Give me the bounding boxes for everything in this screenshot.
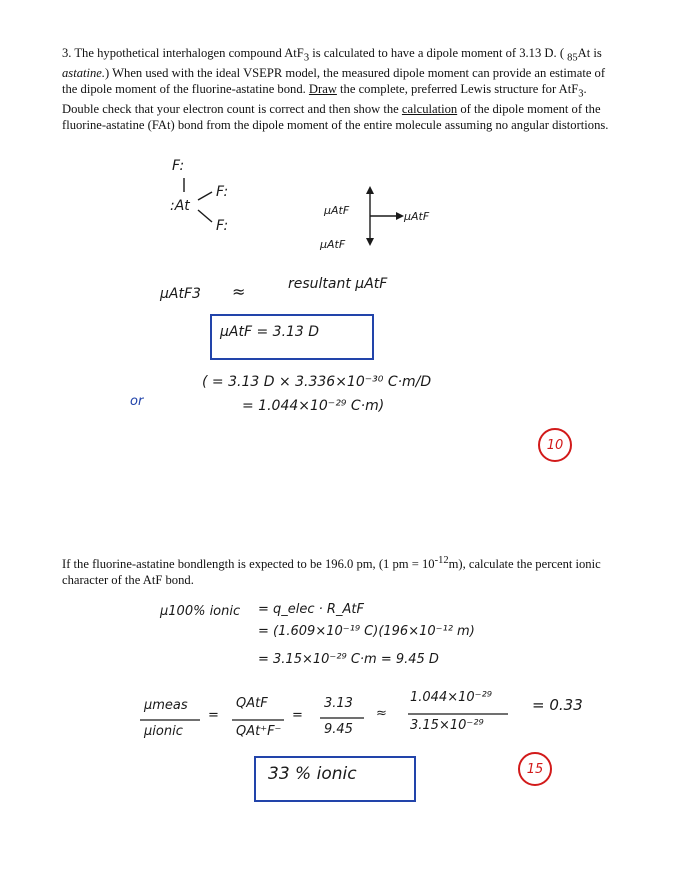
vec-label-down: μAtF [320,238,346,251]
lewis-f-right: F: [216,184,229,200]
eq-line-1: = q_elec · R_AtF [258,602,364,617]
q-sub-2: 3 [578,88,584,100]
q-bot: QAt⁺F⁻ [236,724,282,739]
conversion-line-2: = 1.044×10⁻²⁹ C·m) [242,398,385,414]
q-underline-draw: Draw [308,82,337,97]
vec-label-right: μAtF [404,210,430,223]
eq-line-2: = (1.609×10⁻¹⁹ C)(196×10⁻¹² m) [258,624,475,639]
boxed-answer-1-text: μAtF = 3.13 D [220,324,320,340]
q-text-3: At is [577,46,602,60]
q2-text-a: If the fluorine-astatine bondlength is expected to be 196.0 pm, (1 pm = 10 [62,557,435,572]
lewis-at: :At [170,198,190,214]
score-circle-1: 10 [538,428,572,462]
mu-ionic: μ100% ionic [160,604,241,619]
q-bar [232,718,284,722]
question-3-text [62,46,610,134]
lewis-structure [160,160,250,250]
frac1-bot: 9.45 [324,722,353,737]
q-text-6: . Double check that your electron count is correct and then show the [62,82,587,117]
q-text-1: 3. The hypothetical interhalogen compound AtF [62,46,304,60]
vec-label-up: μAtF [324,204,350,217]
or-mark: or [130,394,144,409]
dipole-vector-diagram [300,180,440,260]
frac2-bar [408,712,508,716]
score-circle-2: 15 [518,752,552,786]
ratio-left-bar [140,718,200,722]
frac1-top: 3.13 [324,696,353,711]
approx-sign: ≈ [232,282,246,301]
frac2-top: 1.044×10⁻²⁹ [410,690,492,705]
q-sub-1: 3 [303,52,310,64]
q-italic-astatine: astatine. [62,66,106,81]
q-text-2: is calculated to have a dipole moment of 3.13 D. ( [309,46,568,60]
ratio-eq: = [208,708,219,723]
conversion-line-1: ( = 3.13 D × 3.336×10⁻³⁰ C·m/D [202,374,432,390]
frac2-bot: 3.15×10⁻²⁹ [410,718,484,733]
q-text-4: ) When used with the ideal VSEPR model, the measured dipole moment can provide an estimate of the dipole moment of the fluorine-astatine bond. [62,66,606,97]
lewis-f-top: F: [172,158,185,174]
resultant-label: resultant μAtF [288,276,388,292]
q-text-7: of the dipole moment of the fluorine-astatine (FAt) bond from the dipole moment of the entire molecule assuming no angular distortions. [62,102,609,133]
q2-text-b: m), calculate the percent ionic character of the AtF bond. [62,557,601,587]
q-underline-calculation: calculation [401,102,458,117]
frac1-bar [320,716,364,720]
q-top: QAtF [236,696,268,711]
q-sub-at: 85 [567,52,578,64]
question-2-text [62,553,622,589]
ratio-left-bot: μionic [144,724,183,739]
approx-2: ≈ [376,706,387,721]
lewis-f-bottom: F: [216,218,229,234]
ratio-left-top: μmeas [144,698,188,713]
ratio-result: = 0.33 [532,696,583,714]
mu-atf3: μAtF3 [160,286,201,302]
q-text-5: the complete, preferred Lewis structure for AtF [336,82,579,97]
eq-line-3: = 3.15×10⁻²⁹ C·m = 9.45 D [258,652,439,667]
eq-sign: = [292,708,303,723]
boxed-answer-2-text: 33 % ionic [268,764,357,784]
q2-exp: -12 [434,555,449,566]
